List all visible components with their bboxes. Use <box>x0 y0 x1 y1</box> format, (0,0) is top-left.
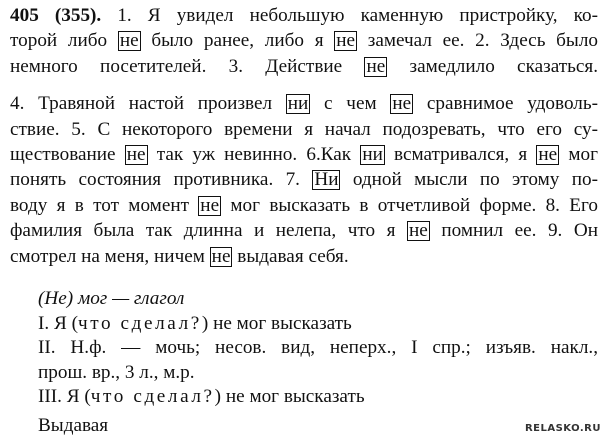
analysis-question: что сделал? <box>90 386 215 407</box>
analysis-item-1: I. Я (что сделал?) не мог высказать <box>38 312 352 334</box>
exercise-line-6: ществование не так уж невинно. 6.Как ни всматривался, я не мог <box>10 143 598 165</box>
exercise-line-10: смотрел на меня, ничем не выдавая себя. <box>10 245 349 267</box>
boxed-particle: не <box>538 143 558 165</box>
exercise-line-3: немного посетителей. 3. Действие не замедлило сказаться. <box>10 55 598 77</box>
watermark: RELASKO.RU <box>524 423 601 434</box>
boxed-particle: ни <box>362 143 383 165</box>
boxed-particle: не <box>126 143 146 165</box>
boxed-particle: не <box>409 220 428 242</box>
exercise-line-4: 4. Травяной настой произвел ни с чем не сравнимое удоволь- <box>10 93 598 115</box>
analysis-item-2-line-2: прош. вр., 3 л., м.р. <box>38 361 195 383</box>
exercise-line-5: ствие. 5. С некоторого времени я начал подозревать, что его су- <box>10 118 598 140</box>
boxed-particle: не <box>392 93 412 115</box>
boxed-particle: не <box>336 30 356 52</box>
analysis-item-3: III. Я (что сделал?) не мог высказать <box>38 386 365 407</box>
analysis-item-2-line-1: II. Н.ф. — мочь; несов. вид, неперх., I спр.; изъяв. накл., <box>38 337 598 358</box>
boxed-particle: не <box>211 245 231 267</box>
boxed-particle: не <box>366 55 386 77</box>
exercise-line-2: торой либо не было ранее, либо я не замечал ее. 2. Здесь было <box>10 30 598 52</box>
morphological-analysis <box>38 287 598 438</box>
boxed-particle: не <box>119 30 139 52</box>
exercise-number: 405 (355). <box>10 5 102 26</box>
exercise-text <box>10 3 598 269</box>
exercise-line-1: 405 (355). 1. Я увидел небольшую каменную пристройку, ко- <box>10 5 598 26</box>
boxed-particle: Ни <box>314 169 339 191</box>
analysis-last-word: Выдавая <box>38 414 109 436</box>
exercise-line-9: фамилия была так длинна и нелепа, что я не помнил ее. 9. Он <box>10 220 598 242</box>
boxed-particle: не <box>200 194 220 216</box>
analysis-heading: (Не) мог — глагол <box>38 288 185 309</box>
analysis-question: что сделал? <box>77 312 202 334</box>
exercise-line-7: понять состояния противника. 7. Ни одной мысли по этому по- <box>10 169 598 191</box>
boxed-particle: ни <box>287 93 309 115</box>
exercise-line-8: воду я в тот момент не мог высказать в отчетливой форме. 8. Его <box>10 194 598 216</box>
